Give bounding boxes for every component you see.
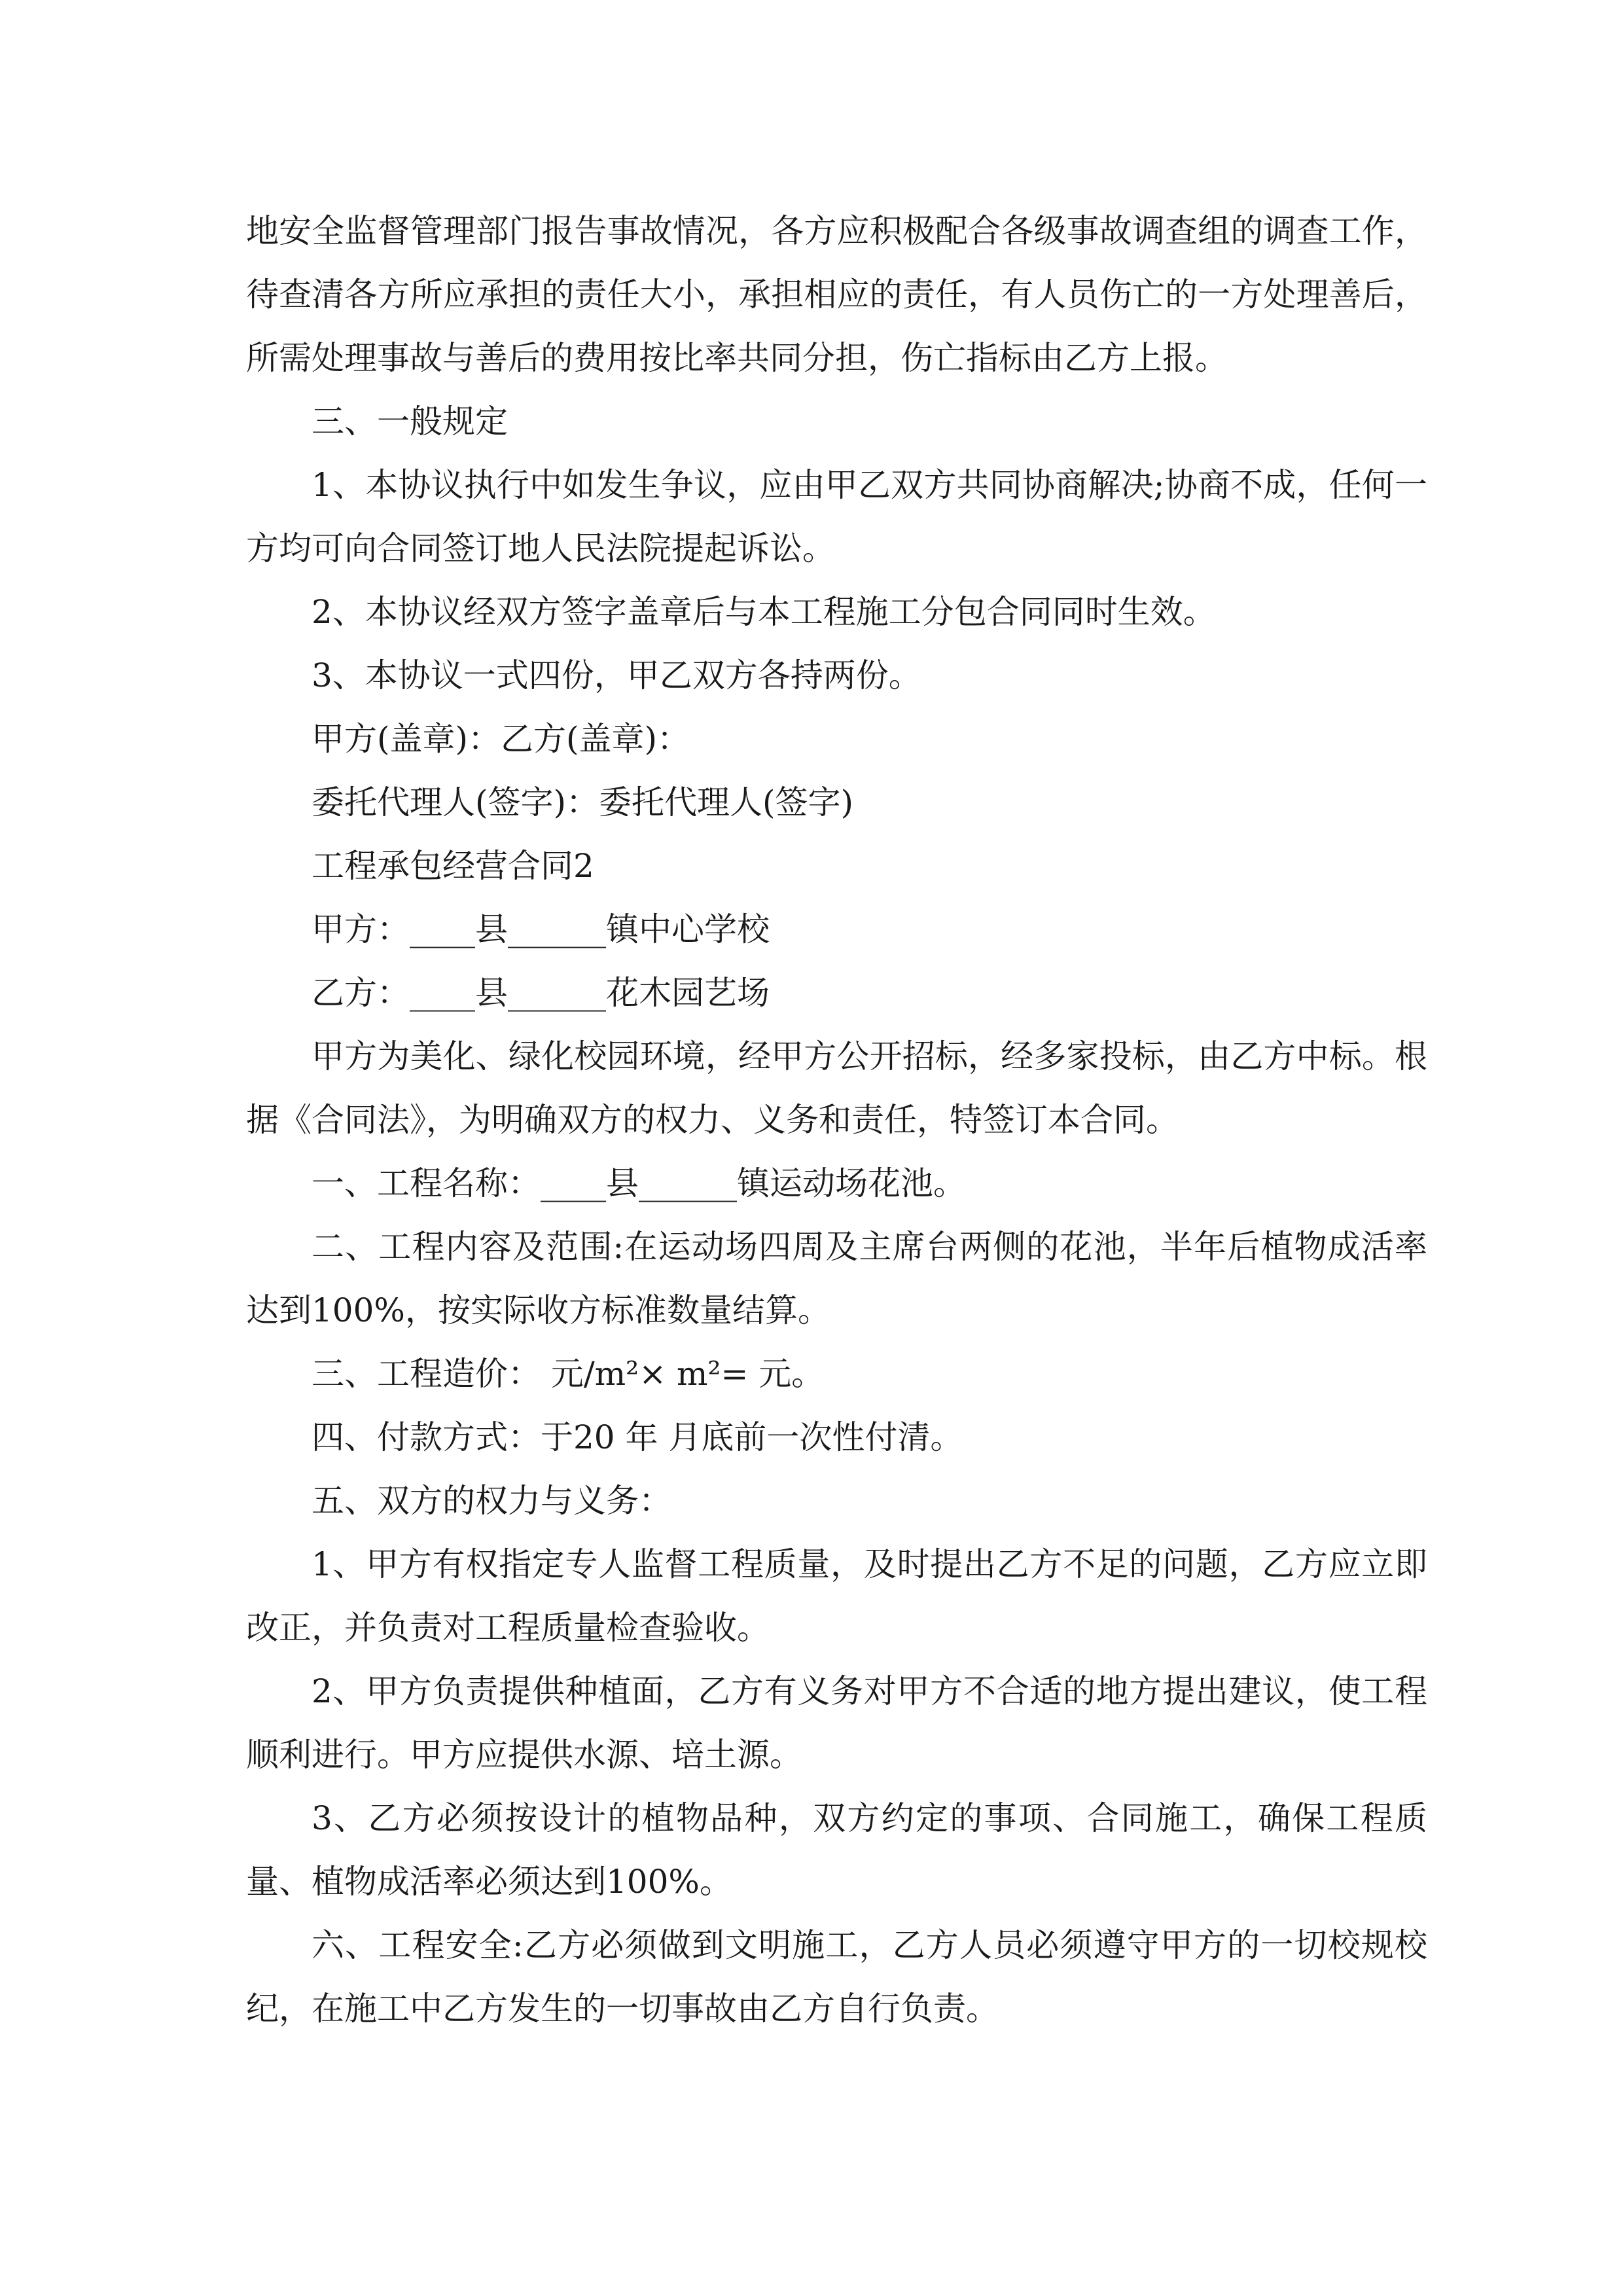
clause-rights-obligations-heading: 五、双方的权力与义务： [312,1482,671,1520]
heading-general-provisions: 三、一般规定 [312,403,508,440]
clause-project-scope: 二、工程内容及范围:在运动场四周及主席台两侧的花池，半年后植物成活率达到100%，按实际收方标准数量结算。 [246,1228,1427,1329]
clause-project-name: 一、工程名称：____县______镇运动场花池。 [312,1164,966,1202]
party-a-line: 甲方：____县______镇中心学校 [312,910,770,948]
paragraph-dispute-resolution: 1、本协议执行中如发生争议，应由甲乙双方共同协商解决;协商不成，任何一方均可向合同签订地人民法院提起诉讼。 [246,466,1427,567]
contract-title: 工程承包经营合同2 [312,847,594,885]
party-b-line: 乙方：____县______花木园艺场 [312,974,770,1012]
paragraph-effective-date: 2、本协议经双方签字盖章后与本工程施工分包合同同时生效。 [312,593,1216,631]
signature-seal-line: 甲方(盖章)：乙方(盖章)： [312,720,690,758]
clause-project-safety: 六、工程安全:乙方必须做到文明施工，乙方人员必须遵守甲方的一切校规校纪，在施工中乙方发生的一切事故由乙方自行负责。 [246,1926,1427,2028]
clause-payment-method: 四、付款方式：于20 年 月底前一次性付清。 [312,1418,963,1456]
clause-rights-item-1: 1、甲方有权指定专人监督工程质量，及时提出乙方不足的问题，乙方应立即改正，并负责对工程质量检查验收。 [246,1545,1427,1647]
paragraph-accident-reporting: 地安全监督管理部门报告事故情况，各方应积极配合各级事故调查组的调查工作，待查清各方所应承担的责任大小，承担相应的责任，有人员伤亡的一方处理善后，所需处理事故与善后的费用按比率共同分担，伤亡指标由乙方上报。 [246,212,1427,377]
paragraph-preamble: 甲方为美化、绿化校园环境，经甲方公开招标，经多家投标，由乙方中标。根据《合同法》，为明确双方的权力、义务和责任，特签订本合同。 [246,1037,1427,1139]
paragraph-copies: 3、本协议一式四份，甲乙双方各持两份。 [312,656,921,694]
clause-project-cost: 三、工程造价： 元/m²× m²= 元。 [312,1355,825,1393]
document-body [246,200,1427,2041]
signature-agent-line: 委托代理人(签字)：委托代理人(签字) [312,783,854,821]
clause-rights-item-2: 2、甲方负责提供种植面，乙方有义务对甲方不合适的地方提出建议，使工程顺利进行。甲方应提供水源、培土源。 [246,1672,1427,1774]
clause-rights-item-3: 3、乙方必须按设计的植物品种，双方约定的事项、合同施工，确保工程质量、植物成活率必须达到100%。 [246,1799,1427,1901]
